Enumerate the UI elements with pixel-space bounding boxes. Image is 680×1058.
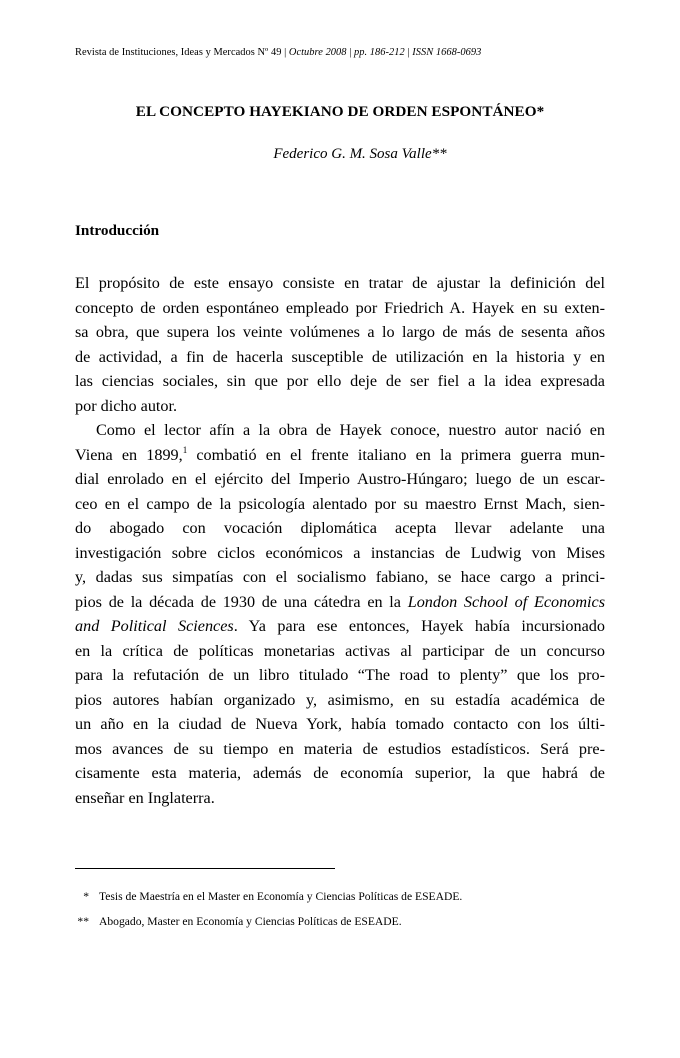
separator: | [346,47,354,58]
text-line: en la crítica de políticas monetarias activas al participar de un concurso [75,641,605,660]
issn: ISSN 1668-0693 [412,47,482,58]
institution-name: London School of Economics [407,592,605,611]
text-line: ceo en el campo de la psicología alentado por su maestro Ernst Mach, sien- [75,494,605,513]
institution-name: and Political Sciences [75,617,234,635]
text-line: mos avances de su tiempo en materia de estudios estadísticos. Será pre- [75,739,605,758]
text-span: . Ya para ese entonces, Hayek había incursionado [233,617,605,635]
text-line: do abogado con vocación diplomática acepta llevar adelante una [75,519,605,537]
footnote-mark: * [83,890,89,903]
footnote-text: Abogado, Master en Economía y Ciencias Políticas de ESEADE. [99,915,402,928]
text-span: Viena en 1899, [75,445,183,464]
body-text [75,271,605,810]
text-line: pios autores habían organizado y, asimismo, en su estadía académica de [75,690,605,709]
footnote-text: Tesis de Maestría en el Master en Economía y Ciencias Políticas de ESEADE. [99,890,463,903]
footnote-mark: ** [77,915,89,928]
text-line: y, dadas sus simpatías con el socialismo fabiano, se hace cargo a princi- [75,568,605,586]
issue-date: Octubre 2008 [288,47,347,58]
text-line: concepto de orden espontáneo empleado por Friedrich A. Hayek en su exten- [75,298,605,317]
paragraph-1 [75,271,605,418]
paragraph-2 [75,418,605,810]
text-line: las ciencias sociales, sin que por ello deje de ser fiel a la idea expresada [75,372,605,390]
text-line [75,443,605,468]
text-line: Como el lector afín a la obra de Hayek conoce, nuestro autor nació en [96,421,605,439]
article-title: EL CONCEPTO HAYEKIANO DE ORDEN ESPONTÁNEO* [135,103,545,120]
footnote [75,909,605,934]
article-author: Federico G. M. Sosa Valle** [273,146,447,162]
footnote [75,884,605,909]
text-line: investigación sobre ciclos económicos a instancias de Ludwig von Mises [75,543,605,562]
footnotes [75,884,605,934]
section-heading: Introducción [75,222,160,239]
separator: | [404,47,413,58]
text-line: un año en la ciudad de Nueva York, había tomado contacto con los últi- [75,715,605,733]
text-line: dial enrolado en el ejército del Imperio Austro-Húngaro; luego de un escar- [75,470,605,488]
separator: | [281,47,289,58]
text-line: El propósito de este ensayo consiste en tratar de ajustar la definición del [75,274,605,292]
text-line: sa obra, que supera los veinte volúmenes a lo largo de más de sesenta años [75,323,605,341]
text-line [75,614,605,639]
text-line: de actividad, a fin de hacerla susceptible de utilización en la historia y en [75,347,605,366]
footnote-ref[interactable]: 1 [182,444,188,455]
text-line [75,590,605,615]
text-line: cisamente esta materia, además de economía superior, la que habrá de [75,764,605,782]
running-head [75,47,605,58]
journal-name: Revista de Instituciones, Ideas y Mercados Nº 49 [75,47,282,58]
text-line: para la refutación de un libro titulado “The road to plenty” que los pro- [75,666,605,684]
footnote-divider [75,868,335,869]
text-line: por dicho autor. [75,396,178,415]
text-span: pios de la década de 1930 de una cátedra en la [75,592,408,611]
text-span: combatió en el frente italiano en la primera guerra mun- [187,445,605,464]
text-line: enseñar en Inglaterra. [75,788,215,807]
page-range: pp. 186-212 [354,47,405,58]
